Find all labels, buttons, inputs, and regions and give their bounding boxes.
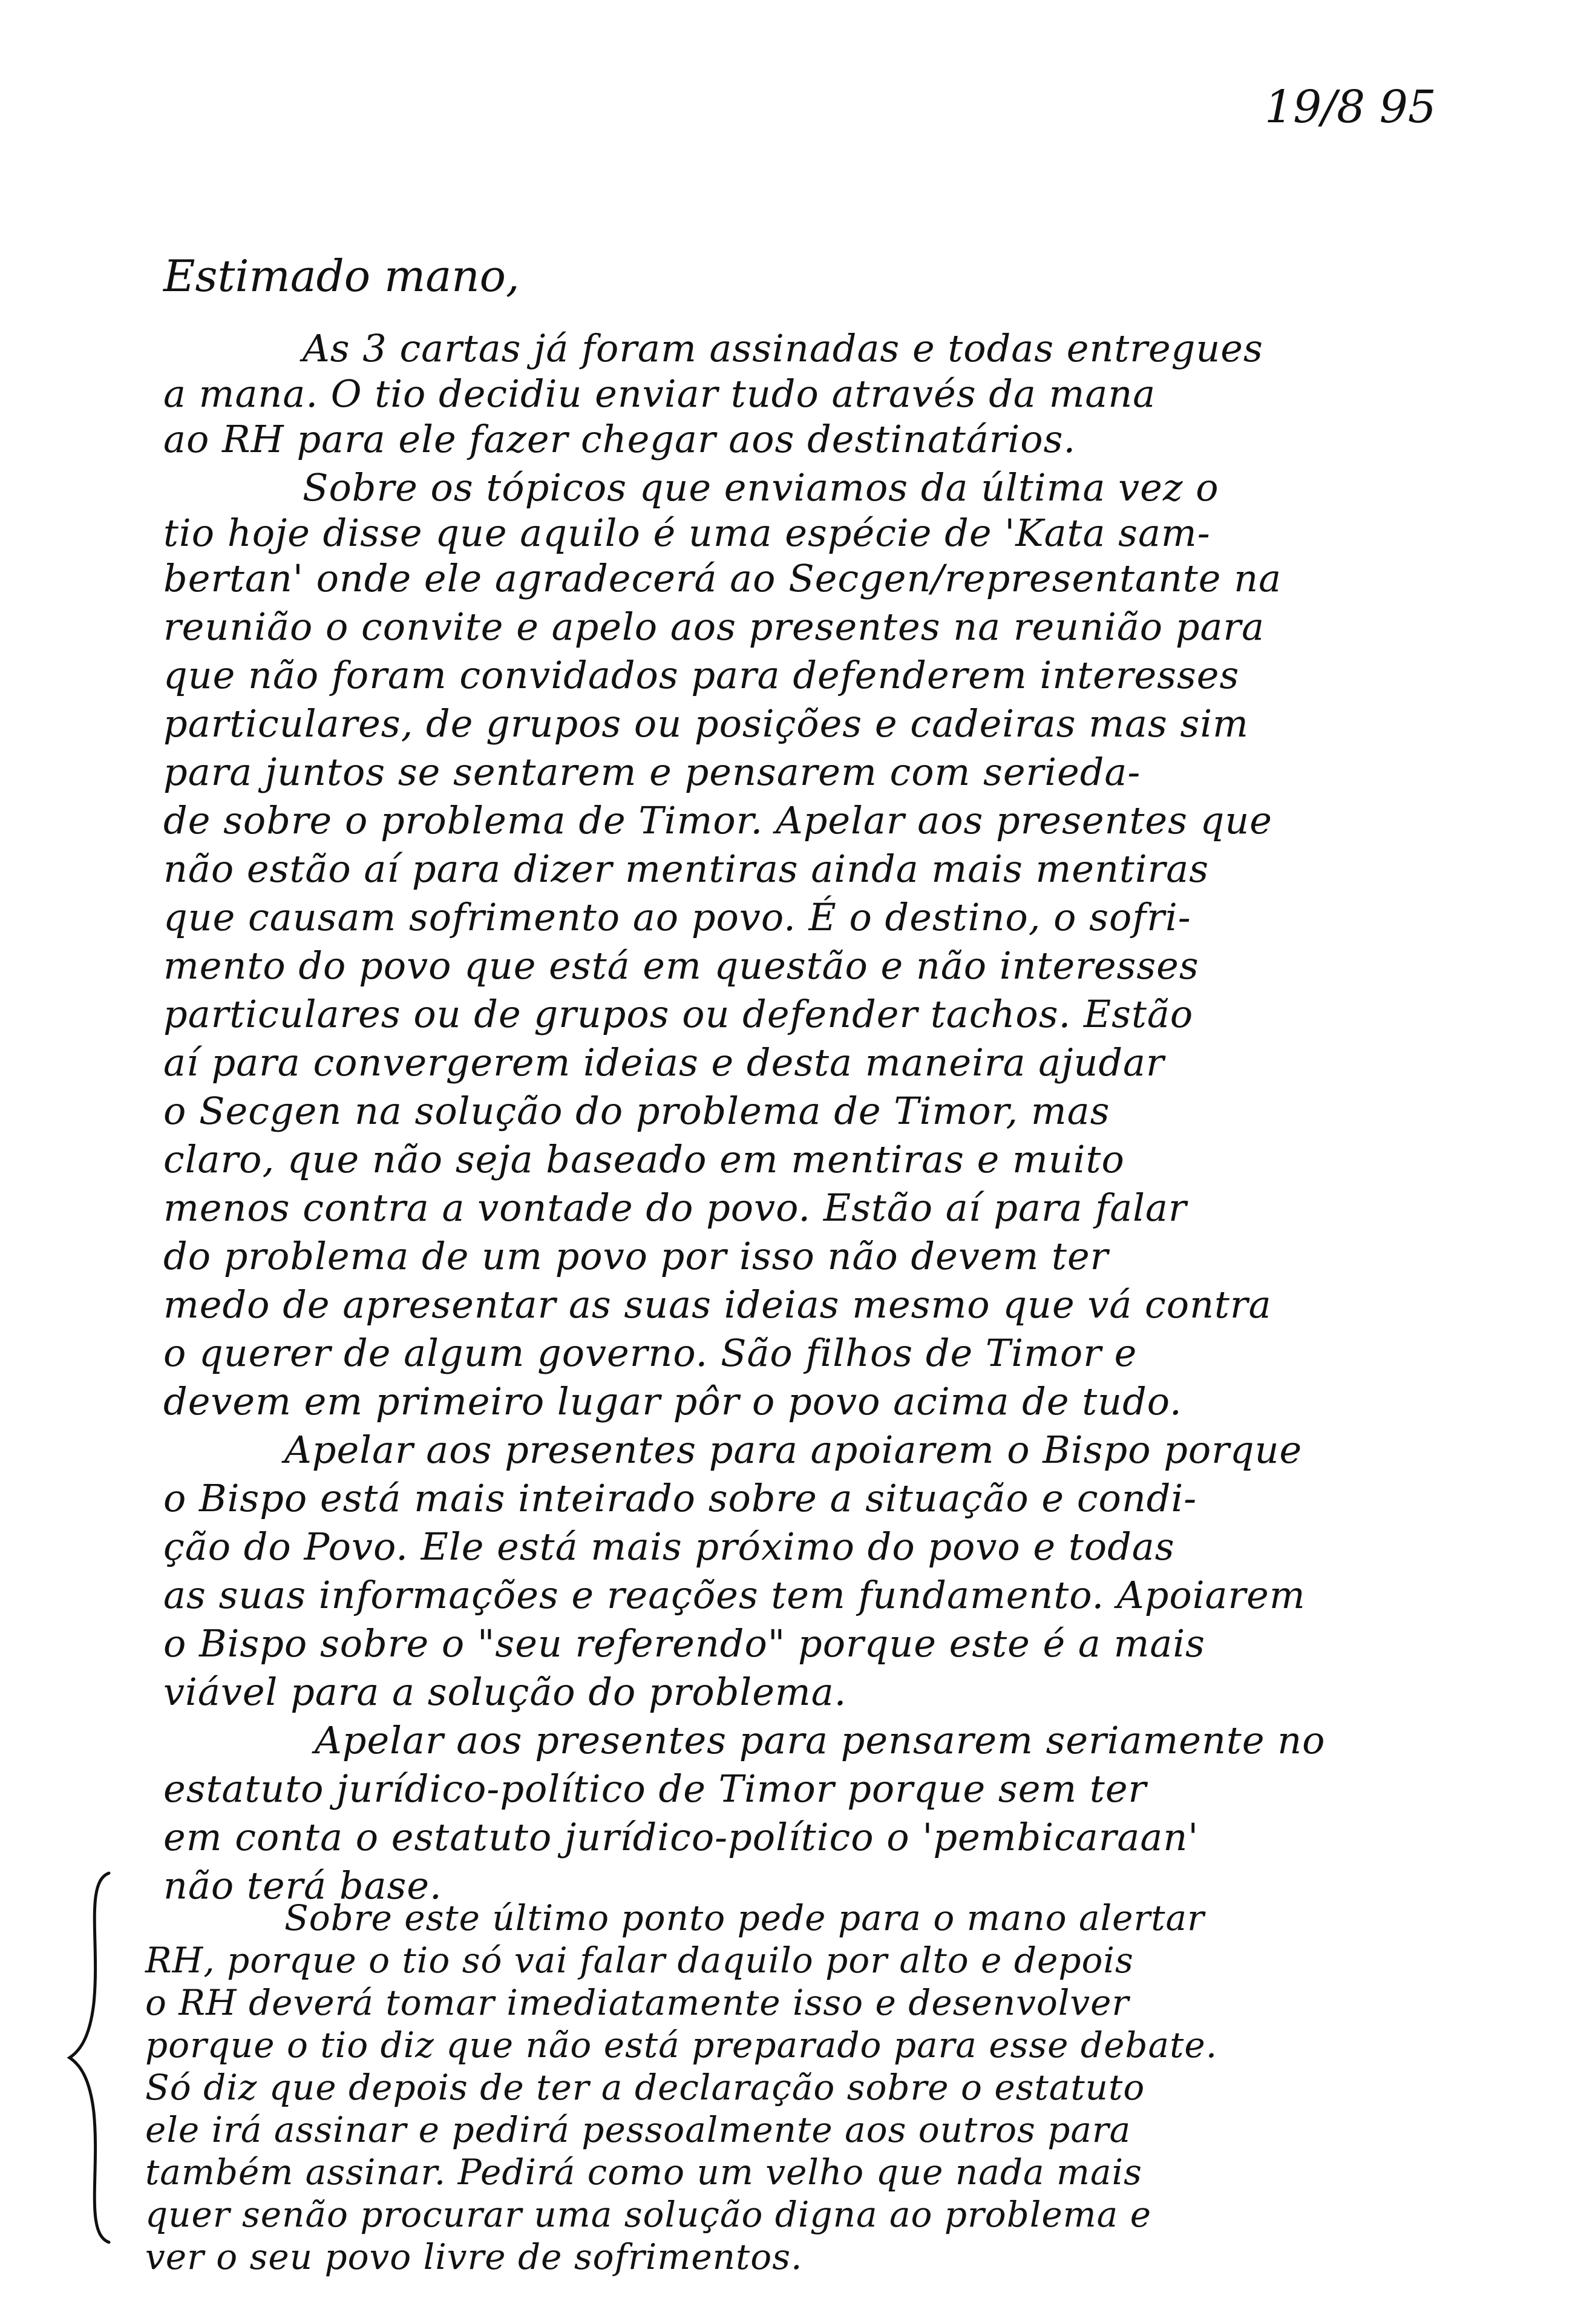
- postscript-line: o RH deverá tomar imediatamente isso e desenvolver: [145, 1982, 1130, 2023]
- body-line: estatuto jurídico-político de Timor porque sem ter: [163, 1767, 1147, 1811]
- letter-salutation: Estimado mano,: [163, 251, 520, 301]
- curly-brace-icon: [67, 1870, 115, 2245]
- body-line: mento do povo que está em questão e não interesses: [163, 944, 1199, 988]
- postscript-line: Sobre este último ponto pede para o mano alertar: [284, 1897, 1205, 1938]
- letter-date: 19/8 95: [1265, 81, 1436, 133]
- body-line: de sobre o problema de Timor. Apelar aos presentes que: [163, 798, 1272, 842]
- body-line: particulares, de grupos ou posições e cadeiras mas sim: [163, 701, 1249, 746]
- body-line: que não foram convidados para defenderem interesses: [163, 653, 1240, 697]
- postscript-line: também assinar. Pedirá como um velho que nada mais: [145, 2152, 1142, 2193]
- body-line: reunião o convite e apelo aos presentes na reunião para: [163, 605, 1265, 649]
- body-line: Apelar aos presentes para pensarem seriamente no: [315, 1718, 1326, 1762]
- body-line: ção do Povo. Ele está mais próximo do povo e todas: [163, 1525, 1175, 1569]
- body-line: Apelar aos presentes para apoiarem o Bispo porque: [284, 1428, 1303, 1472]
- body-line: ao RH para ele fazer chegar aos destinatários.: [163, 417, 1076, 461]
- body-line: que causam sofrimento ao povo. É o destino, o sofri-: [163, 895, 1191, 939]
- body-line: o Secgen na solução do problema de Timor, mas: [163, 1089, 1110, 1133]
- body-line: não terá base.: [163, 1863, 442, 1908]
- body-line: particulares ou de grupos ou defender tachos. Estão: [163, 992, 1194, 1036]
- body-line: tio hoje disse que aquilo é uma espécie de 'Kata sam-: [163, 511, 1211, 555]
- body-line: o Bispo sobre o "seu referendo" porque este é a mais: [163, 1621, 1205, 1666]
- postscript-line: RH, porque o tio só vai falar daquilo por alto e depois: [145, 1940, 1134, 1981]
- body-line: a mana. O tio decidiu enviar tudo através da mana: [163, 372, 1156, 416]
- body-line: aí para convergerem ideias e desta maneira ajudar: [163, 1040, 1165, 1085]
- body-line: bertan' onde ele agradecerá ao Secgen/representante na: [163, 556, 1282, 600]
- postscript-line: ele irá assinar e pedirá pessoalmente aos outros para: [145, 2109, 1131, 2150]
- body-line: do problema de um povo por isso não devem ter: [163, 1234, 1109, 1278]
- body-line: para juntos se sentarem e pensarem com serieda-: [163, 750, 1141, 794]
- body-line: não estão aí para dizer mentiras ainda mais mentiras: [163, 847, 1210, 891]
- body-line: Sobre os tópicos que enviamos da última vez o: [303, 465, 1219, 510]
- postscript-line: ver o seu povo livre de sofrimentos.: [145, 2236, 803, 2277]
- body-line: medo de apresentar as suas ideias mesmo que vá contra: [163, 1282, 1272, 1327]
- body-line: claro, que não seja baseado em mentiras e muito: [163, 1137, 1125, 1181]
- body-line: o Bispo está mais inteirado sobre a situação e condi-: [163, 1476, 1197, 1520]
- postscript-line: porque o tio diz que não está preparado para esse debate.: [145, 2024, 1218, 2066]
- postscript-line: Só diz que depois de ter a declaração sobre o estatuto: [145, 2067, 1145, 2108]
- body-line: o querer de algum governo. São filhos de Timor e: [163, 1331, 1138, 1375]
- body-line: as suas informações e reações tem fundamento. Apoiarem: [163, 1573, 1306, 1617]
- body-line: As 3 cartas já foram assinadas e todas entregues: [303, 326, 1263, 370]
- body-line: menos contra a vontade do povo. Estão aí para falar: [163, 1186, 1187, 1230]
- body-line: viável para a solução do problema.: [163, 1670, 847, 1714]
- body-line: devem em primeiro lugar pôr o povo acima de tudo.: [163, 1379, 1182, 1423]
- postscript-line: quer senão procurar uma solução digna ao problema e: [145, 2194, 1152, 2235]
- body-line: em conta o estatuto jurídico-político o 'pembicaraan': [163, 1815, 1199, 1859]
